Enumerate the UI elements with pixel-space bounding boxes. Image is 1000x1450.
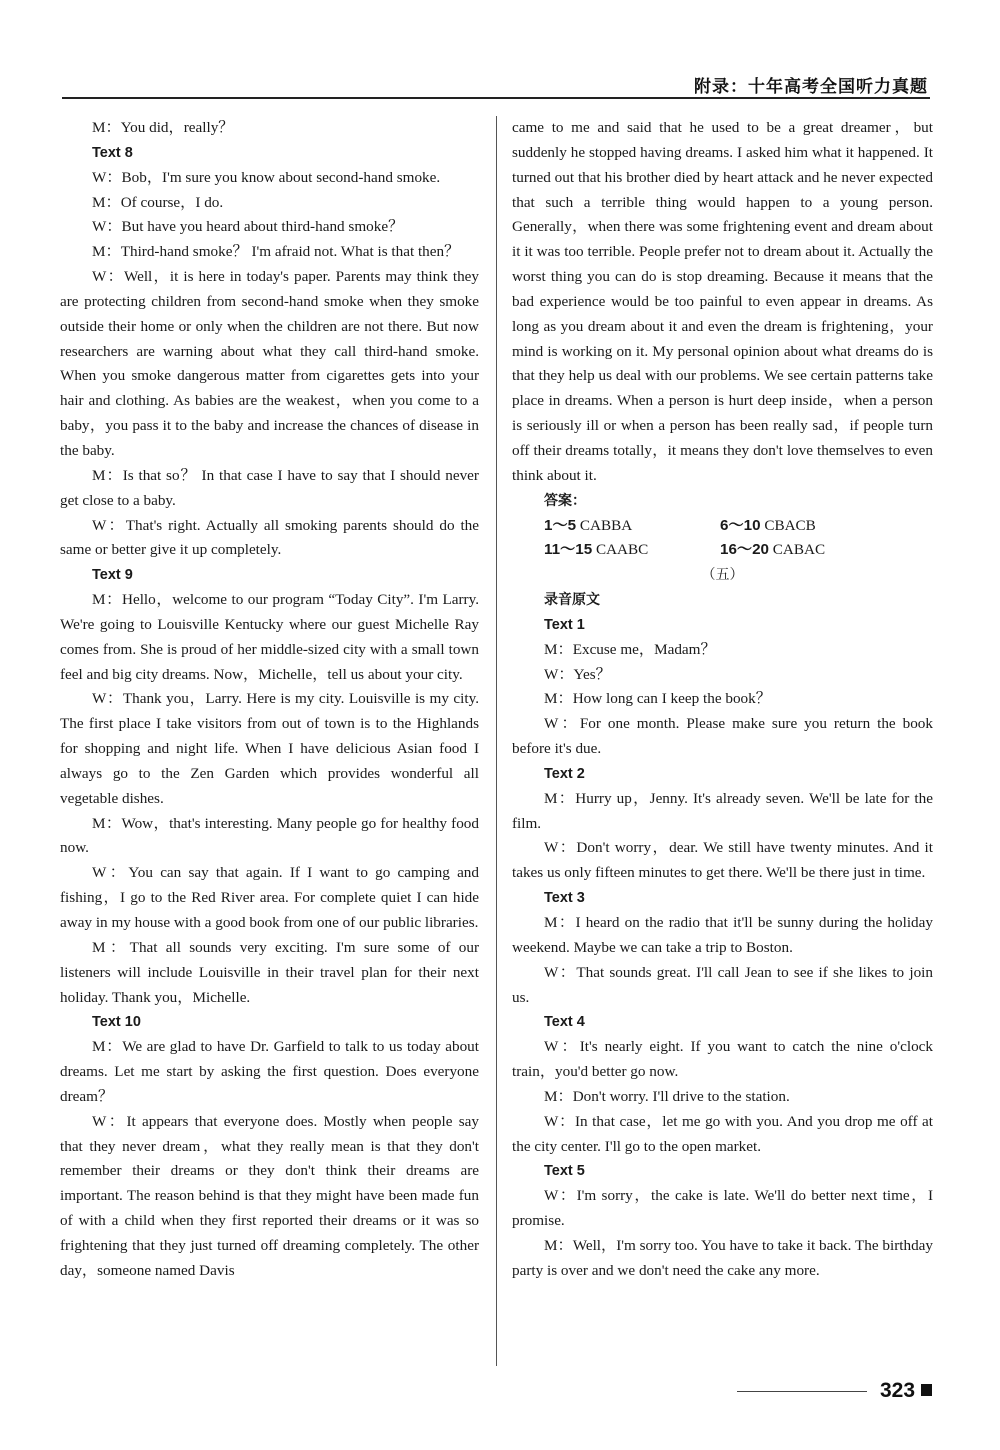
dialogue-line: W：For one month. Please make sure you return the book before it's due.: [512, 715, 933, 758]
answer-cell: [544, 514, 720, 539]
page-number: 323: [880, 1379, 916, 1402]
footer-rule: [737, 1391, 867, 1392]
text-heading: Text 5: [544, 1163, 585, 1180]
dialogue-line: M：Excuse me，Madam？: [544, 640, 716, 658]
dialogue-line: W：I'm sorry，the cake is late. We'll do better next time，I promise.: [512, 1187, 933, 1230]
dialogue-line: W：Yes？: [544, 665, 611, 683]
answer-row: [512, 514, 933, 539]
continued-paragraph: came to me and said that he used to be a great dreamer，but suddenly he stopped having dreams. I asked him what it happened. It turned out that his brother died by heart attack and he never expected that such a terrible thing would happen to a young person. Generally，when there was some frightening event and dream about it it was too terrible. People prefer not to dream about it. Actually the worst thing you can do is stop dreaming. Because it means that the bad experience would be too painful to even appear in dreams. As long as you dream about it and even the dream is frightening，your mind is working on it. My personal opinion about what dreams do is that they help us deal with our problems. We see certain patterns take place in dreams. When a person is hurt deep inside，when a person is seriously ill or when a person has been really sad，if people turn off their dreams totally，it means they don't love themselves to even think about it.: [512, 119, 933, 484]
dialogue-line: M：I heard on the radio that it'll be sunny during the holiday weekend. Maybe we can take a trip to Boston.: [512, 914, 933, 956]
dialogue-line: M：Hurry up，Jenny. It's already seven. We'll be late for the film.: [512, 789, 933, 832]
answer-range: 16～20: [720, 541, 769, 559]
answer-letters: CABBA: [579, 516, 633, 534]
dialogue-line: W：It's nearly eight. If you want to catch the nine o'clock train，you'd better go now.: [512, 1038, 933, 1081]
text-heading: Text 3: [544, 890, 585, 907]
dialogue-line: W：Bob，I'm sure you know about second-hand smoke.: [92, 168, 441, 186]
dialogue-line: M：Don't worry. I'll drive to the station.: [544, 1087, 790, 1105]
answer-letters: CABAC: [772, 541, 826, 559]
text-heading: Text 4: [544, 1014, 585, 1031]
dialogue-line: M：Third-hand smoke？ I'm afraid not. What is that then？: [92, 243, 460, 261]
dialogue-line: W：Don't worry，dear. We still have twenty minutes. And it takes us only fifteen minutes to get there. We'll be there just in time.: [512, 839, 933, 882]
dialogue-line: W：You can say that again. If I want to go camping and fishing，I go to the Red River area. For complete quiet I can hide away in my house with a good book from one of our public libraries.: [60, 864, 479, 931]
text-heading: Text 8: [92, 144, 133, 161]
dialogue-line: M：You did，really？: [92, 119, 234, 136]
page-marker-square: [921, 1384, 932, 1396]
dialogue-line: W：It appears that everyone does. Mostly when people say that they never dream，what they really mean is that they don't remember their dreams or they don't think their dreams are important. The reason behind is that they might have been made fun of with a child when they first reported their dreams or it was so frightening that they just turned off dreaming completely. The other day，someone named Davis: [60, 1112, 479, 1279]
section-number: （五）: [701, 567, 744, 584]
dialogue-line: M：That all sounds very exciting. I'm sure some of our listeners will include Louisville in their travel plan for their next holiday. Thank you，Michelle.: [60, 938, 479, 1006]
right-column: [512, 116, 933, 1284]
dialogue-line: W：Thank you，Larry. Here is my city. Louisville is my city. The first place I take visitors from out of town is to the Highlands for shopping and night life. When I have delicious Asian food I always go to the Zen Garden which provides wonderful all vegetable dishes.: [60, 690, 479, 807]
answer-letters: CBACB: [764, 516, 816, 534]
dialogue-line: M：How long can I keep the book？: [544, 690, 771, 708]
dialogue-line: M：Hello，welcome to our program “Today City”. I'm Larry. We're going to Louisville Kentucky where our guest Michelle Ray comes from. She is proud of her middle-sized city with a small town feel and big city dreams. Now，Michelle，tell us about your city.: [60, 591, 479, 683]
text-heading: Text 10: [92, 1014, 141, 1031]
header-rule: [62, 97, 930, 99]
text-heading: Text 1: [544, 616, 585, 633]
column-divider: [496, 116, 497, 1366]
section-label: 录音原文: [544, 592, 600, 609]
dialogue-line: M：We are glad to have Dr. Garfield to talk to us today about dreams. Let me start by asking the first question. Does everyone dream？: [60, 1038, 479, 1105]
answer-letters: CAABC: [595, 541, 649, 559]
answer-range: 1～5: [544, 516, 577, 534]
dialogue-line: W：But have you heard about third-hand smoke？: [92, 218, 404, 236]
page-header-title: 附录：十年高考全国听力真题: [694, 77, 928, 97]
dialogue-line: W：That's right. Actually all smoking parents should do the same or better give it up completely.: [60, 516, 479, 559]
dialogue-line: M：Well，I'm sorry too. You have to take it back. The birthday party is over and we don't need the cake any more.: [512, 1236, 933, 1279]
dialogue-line: M：Is that so？ In that case I have to say that I should never get close to a baby.: [60, 466, 479, 509]
answer-range: 11～15: [544, 541, 593, 559]
dialogue-line: W：That sounds great. I'll call Jean to see if she likes to join us.: [512, 963, 933, 1006]
dialogue-line: M：Wow，that's interesting. Many people go for healthy food now.: [60, 814, 479, 857]
dialogue-line: W：In that case，let me go with you. And you drop me off at the city center. I'll go to the open market.: [512, 1112, 933, 1155]
dialogue-line: M：Of course，I do.: [92, 193, 224, 211]
dialogue-line: W：Well，it is here in today's paper. Parents may think they are protecting children from second-hand smoke when they smoke outside their home or only when the children are not there. But now researchers are warning about what they call third-hand smoke. When you smoke dangerous matter from cigarettes gets into your hair and clothing. As babies are the weakest，when you come to a baby，you pass it to the baby and increase the chances of disease in the baby.: [60, 268, 479, 459]
left-column: [60, 116, 479, 1284]
answer-cell: [720, 538, 896, 563]
answer-row: [512, 538, 933, 563]
section-label: 答案：: [544, 492, 586, 509]
text-heading: Text 9: [92, 567, 133, 584]
answer-range: 6～10: [720, 516, 761, 534]
text-heading: Text 2: [544, 765, 585, 782]
answer-cell: [544, 538, 720, 563]
answer-cell: [720, 514, 896, 539]
